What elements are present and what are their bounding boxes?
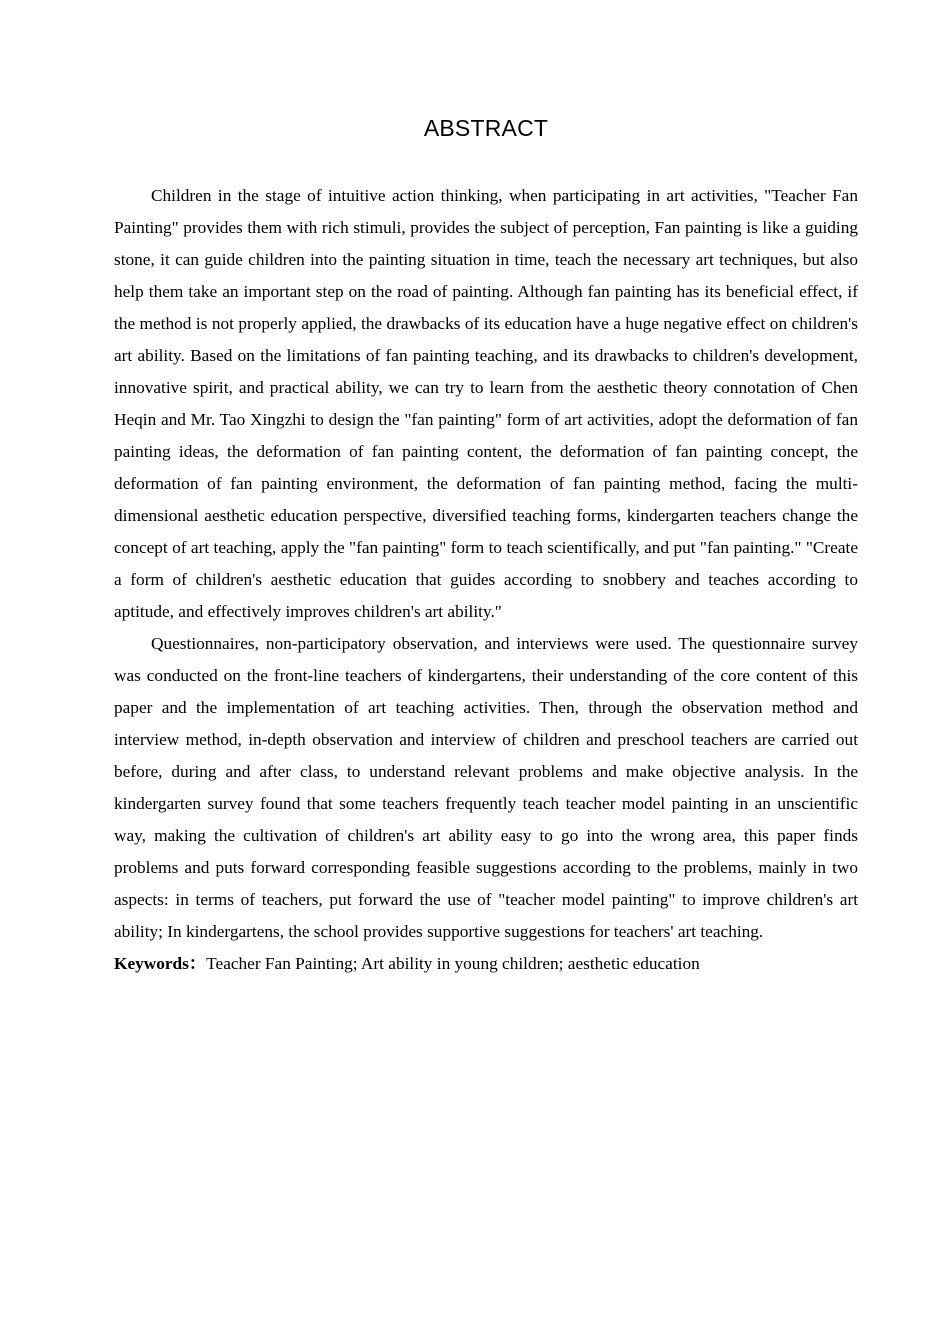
abstract-title: ABSTRACT: [423, 115, 549, 141]
abstract-paragraph-2: Questionnaires, non-participatory observation, and interviews were used. The questionnaire survey was conducted on the front-line teachers of kindergartens, their understanding of the core content of this paper and the implementation of art teaching activities. Then, through the observation method and interview method, in-depth observation and interview of children and preschool teachers are carried out before, during and after class, to understand relevant problems and make objective analysis. In the kindergarten survey found that some teachers frequently teach teacher model painting in an unscientific way, making the cultivation of children's art ability easy to go into the wrong area, this paper finds problems and puts forward corresponding feasible suggestions according to the problems, mainly in two aspects: in terms of teachers, put forward the use of "teacher model painting" to improve children's art ability; In kindergartens, the school provides supportive suggestions for teachers' art teaching.: [114, 634, 858, 941]
abstract-body: [114, 180, 858, 980]
keywords-label: Keywords：: [114, 954, 207, 973]
keywords-line: [114, 948, 858, 980]
keywords-text: Teacher Fan Painting; Art ability in young children; aesthetic education: [206, 954, 700, 973]
abstract-paragraph-1: Children in the stage of intuitive action thinking, when participating in art activities, "Teacher Fan Painting" provides them with rich stimuli, provides the subject of perception, Fan painting is like a guiding stone, it can guide children into the painting situation in time, teach the necessary art techniques, but also help them take an important step on the road of painting. Although fan painting has its beneficial effect, if the method is not properly applied, the drawbacks of its education have a huge negative effect on children's art ability. Based on the limitations of fan painting teaching, and its drawbacks to children's development, innovative spirit, and practical ability, we can try to learn from the aesthetic theory connotation of Chen Heqin and Mr. Tao Xingzhi to design the "fan painting" form of art activities, adopt the deformation of fan painting ideas, the deformation of fan painting content, the deformation of fan painting concept, the deformation of fan painting environment, the deformation of fan painting method, facing the multi-dimensional aesthetic education perspective, diversified teaching forms, kindergarten teachers change the concept of art teaching, apply the "fan painting" form to teach scientifically, and put "fan painting." "Create a form of children's aesthetic education that guides according to snobbery and teaches according to aptitude, and effectively improves children's art ability.": [114, 186, 858, 621]
